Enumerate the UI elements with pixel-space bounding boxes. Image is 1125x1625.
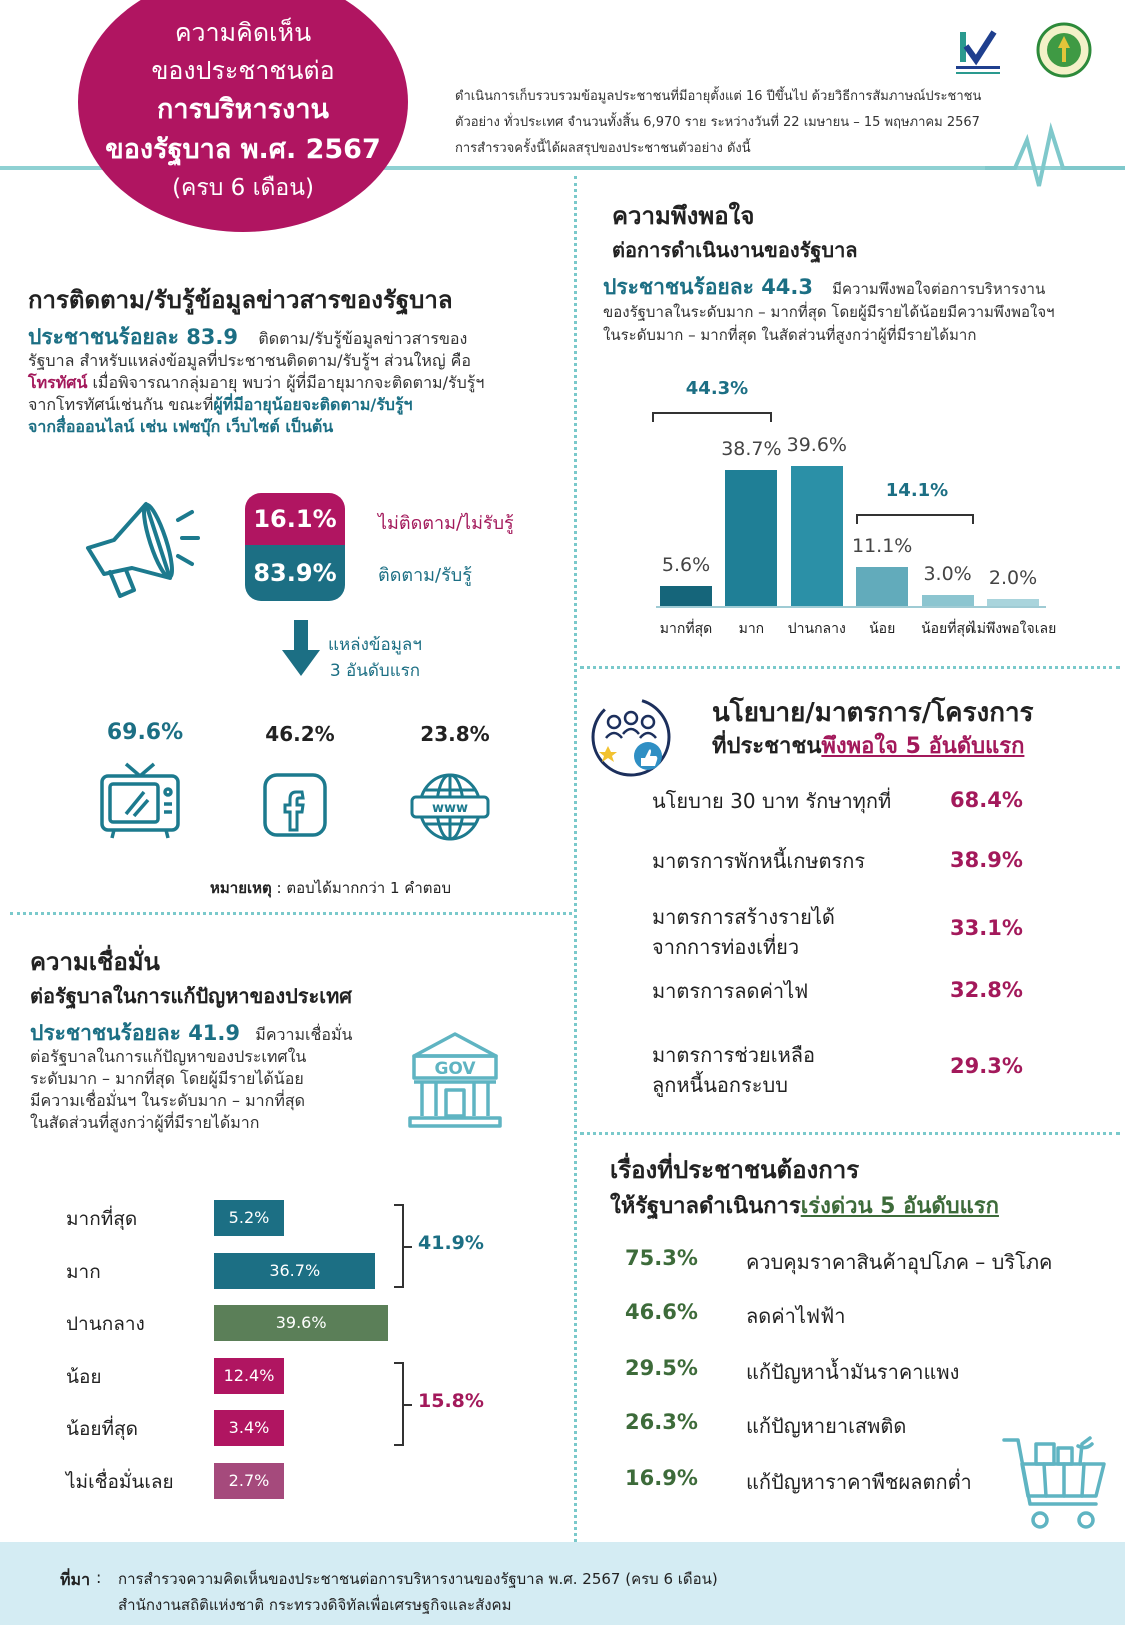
demand-item-label: ลดค่าไฟฟ้า bbox=[746, 1304, 846, 1328]
sat-baseline bbox=[656, 606, 1046, 608]
awareness-title: การติดตาม/รับรู้ข้อมูลข่าวสารของรัฐบาล bbox=[28, 286, 453, 314]
confidence-p1: มีความเชื่อมั่น bbox=[255, 1025, 353, 1044]
sat-category-label: น้อยที่สุด bbox=[921, 621, 975, 637]
conf-category-label: ปานกลาง bbox=[66, 1313, 145, 1336]
sat-category-label: น้อย bbox=[869, 621, 896, 637]
policy-item-label bbox=[652, 976, 808, 1006]
conf-bar: 5.2% bbox=[214, 1200, 284, 1236]
demand-item-pct: 29.5% bbox=[625, 1356, 698, 1380]
sources-label-line1: แหล่งข้อมูลฯ bbox=[328, 635, 422, 655]
footer bbox=[0, 1542, 1125, 1625]
awareness-p1: ติดตาม/รับรู้ข้อมูลข่าวสารของ bbox=[258, 329, 468, 348]
sat-bar-value: 3.0% bbox=[923, 563, 972, 586]
satisfied-people-icon bbox=[588, 694, 674, 780]
svg-text:www: www bbox=[431, 801, 469, 816]
sat-group-high: 44.3% bbox=[685, 378, 749, 399]
satisfaction-chart bbox=[0, 0, 1125, 660]
satisfaction-highlight: ประชาชนร้อยละ 44.3 bbox=[603, 275, 814, 299]
sat-bar-value: 2.0% bbox=[988, 566, 1038, 589]
conf-bar: 2.7% bbox=[214, 1463, 284, 1499]
awareness-p4b: ผู้ที่มีอายุน้อยจะติดตาม/รับรู้ฯ bbox=[213, 395, 413, 414]
source-facebook-pct: 46.2% bbox=[265, 722, 335, 746]
right-section-divider-2 bbox=[580, 1132, 1120, 1135]
conf-group-high: 41.9% bbox=[418, 1232, 484, 1254]
policy-item-line1: มาตรการช่วยเหลือ bbox=[652, 1043, 816, 1067]
conf-category-label: น้อยที่สุด bbox=[66, 1418, 138, 1441]
awareness-p4a: จากโทรทัศน์เช่นกัน ขณะที่ bbox=[28, 395, 214, 414]
satisfaction-title: ความพึงพอใจ bbox=[612, 202, 755, 230]
confidence-highlight: ประชาชนร้อยละ 41.9 bbox=[30, 1021, 241, 1045]
sat-category-label: ไม่พึงพอใจเลย bbox=[969, 621, 1057, 637]
title-line4: ของรัฐบาล พ.ศ. 2567 bbox=[105, 134, 381, 165]
policy-item-line1: มาตรการสร้างรายได้ bbox=[652, 905, 835, 929]
sat-bracket-high bbox=[652, 412, 772, 422]
policy-item-line1: มาตรการพักหนี้เกษตรกร bbox=[652, 849, 866, 873]
policy-item-pct: 33.1% bbox=[950, 916, 1023, 940]
awareness-p5: จากสื่อออนไลน์ เช่น เฟซบุ๊ก เว็บไซต์ เป็นต้น bbox=[28, 417, 334, 436]
awareness-p3b: เมื่อพิจารณากลุ่มอายุ พบว่า ผู้ที่มีอายุมากจะติดตาม/รับรู้ฯ bbox=[87, 373, 485, 392]
awareness-highlight: ประชาชนร้อยละ 83.9 bbox=[28, 325, 239, 349]
follow-label: ติดตาม/รับรู้ bbox=[378, 565, 472, 586]
policies-subtitle bbox=[712, 728, 1024, 763]
demands-subtitle-b: เร่งด่วน 5 อันดับแรก bbox=[800, 1194, 999, 1219]
awareness-p2: รัฐบาล สำหรับแหล่งข้อมูลที่ประชาชนติดตาม/รับรู้ฯ ส่วนใหญ่ คือ bbox=[28, 351, 471, 370]
demand-item-label: แก้ปัญหาราคาพืชผลตกต่ำ bbox=[746, 1470, 972, 1494]
conf-bar: 39.6% bbox=[214, 1305, 388, 1341]
policy-item-pct: 38.9% bbox=[950, 848, 1023, 872]
satisfaction-subtitle: ต่อการดำเนินงานของรัฐบาล bbox=[612, 238, 858, 262]
confidence-subtitle: ต่อรัฐบาลในการแก้ปัญหาของประเทศ bbox=[30, 984, 352, 1008]
demand-item-pct: 46.6% bbox=[625, 1300, 698, 1324]
demand-item-pct: 16.9% bbox=[625, 1466, 698, 1490]
sat-bracket-low bbox=[856, 514, 974, 524]
satisfaction-p3: ในระดับมาก – มากที่สุด ในสัดส่วนที่สูงกว่าผู้ที่มีรายได้มาก bbox=[603, 326, 977, 344]
policy-item-line2: จากการท่องเที่ยว bbox=[652, 935, 800, 959]
desc-line2: ตัวอย่าง ทั่วประเทศ จำนวนทั้งสิ้น 6,970 ราย ระหว่างวันที่ 22 เมษายน – 15 พฤษภาคม 2567 bbox=[455, 115, 980, 130]
conf-bar: 12.4% bbox=[214, 1358, 284, 1394]
desc-line1: ดำเนินการเก็บรวบรวมข้อมูลประชาชนที่มีอายุตั้งแต่ 16 ปีขึ้นไป ด้วยวิธีการสัมภาษณ์ประชาชน bbox=[455, 89, 982, 104]
conf-bracket-high bbox=[394, 1204, 404, 1288]
demands-subtitle bbox=[610, 1188, 999, 1223]
conf-category-label: มากที่สุด bbox=[66, 1208, 138, 1230]
sat-bar-value: 39.6% bbox=[786, 434, 847, 457]
sat-bar-value: 5.6% bbox=[661, 554, 711, 577]
confidence-p4: มีความเชื่อมั่นฯ ในระดับมาก – มากที่สุด bbox=[30, 1091, 306, 1110]
sat-bar bbox=[660, 586, 712, 606]
footer-label: ที่มา bbox=[60, 1570, 91, 1589]
policy-item-label bbox=[652, 902, 835, 962]
conf-bar: 36.7% bbox=[214, 1253, 375, 1289]
policy-item-line1: นโยบาย 30 บาท รักษาทุกที่ bbox=[652, 789, 892, 813]
source-tv-pct: 69.6% bbox=[106, 720, 184, 745]
demand-item-label: แก้ปัญหาน้ำมันราคาแพง bbox=[746, 1360, 960, 1384]
not-follow-pct: 16.1% bbox=[245, 493, 345, 545]
confidence-p2: ต่อรัฐบาลในการแก้ปัญหาของประเทศใน bbox=[30, 1047, 307, 1066]
follow-pct: 83.9% bbox=[245, 545, 345, 601]
footer-line2: สำนักงานสถิติแห่งชาติ กระทรวงดิจิทัลเพื่อเศรษฐกิจและสังคม bbox=[118, 1596, 512, 1614]
conf-bar: 3.4% bbox=[214, 1410, 284, 1446]
confidence-p3: ระดับมาก – มากที่สุด โดยผู้มีรายได้น้อย bbox=[30, 1069, 304, 1088]
policy-item-pct: 29.3% bbox=[950, 1054, 1023, 1078]
demands-subtitle-a: ให้รัฐบาลดำเนินการ bbox=[610, 1194, 801, 1219]
footer-colon: : bbox=[96, 1568, 102, 1587]
demand-item-label: แก้ปัญหายาเสพติด bbox=[746, 1414, 907, 1438]
demand-item-pct: 75.3% bbox=[625, 1246, 698, 1270]
sat-bar bbox=[922, 595, 974, 606]
footer-text bbox=[118, 1566, 718, 1618]
sat-bar bbox=[791, 466, 843, 606]
sources-label-line2: 3 อันดับแรก bbox=[329, 661, 421, 681]
title-line2: ของประชาชนต่อ bbox=[151, 56, 335, 85]
policy-item-label bbox=[652, 846, 865, 876]
not-follow-label: ไม่ติดตาม/ไม่รับรู้ bbox=[378, 513, 514, 534]
source-web-pct: 23.8% bbox=[420, 722, 490, 746]
right-section-divider-1 bbox=[580, 666, 1120, 669]
policy-item-label bbox=[652, 1040, 815, 1100]
title-line3: การบริหารงาน bbox=[157, 94, 329, 125]
note-text: : ตอบได้มากกว่า 1 คำตอบ bbox=[271, 879, 452, 897]
policies-subtitle-a: ที่ประชาชน bbox=[712, 734, 822, 759]
demands-title: เรื่องที่ประชาชนต้องการ bbox=[610, 1156, 860, 1184]
demand-item-label: ควบคุมราคาสินค้าอุปโภค – บริโภค bbox=[746, 1250, 1053, 1274]
satisfaction-p2: ของรัฐบาลในระดับมาก – มากที่สุด โดยผู้มีรายได้น้อยมีความพึงพอใจฯ bbox=[603, 303, 1055, 321]
policy-item-label bbox=[652, 786, 891, 816]
policy-item-pct: 68.4% bbox=[950, 788, 1023, 812]
policies-title: นโยบาย/มาตรการ/โครงการ bbox=[712, 698, 1034, 728]
shopping-cart-icon bbox=[1000, 1434, 1110, 1534]
demand-item-pct: 26.3% bbox=[625, 1410, 698, 1434]
conf-group-low: 15.8% bbox=[418, 1390, 484, 1412]
sat-bar bbox=[856, 567, 908, 606]
title-line1: ความคิดเห็น bbox=[174, 18, 312, 47]
conf-bracket-low bbox=[394, 1362, 404, 1446]
satisfaction-p1: มีความพึงพอใจต่อการบริหารงาน bbox=[832, 280, 1046, 298]
sat-bar bbox=[725, 470, 777, 606]
sat-bar-value: 38.7% bbox=[721, 437, 782, 460]
confidence-title: ความเชื่อมั่น bbox=[30, 948, 160, 976]
note-bold: หมายเหตุ bbox=[210, 879, 272, 897]
policies-subtitle-b: พึงพอใจ 5 อันดับแรก bbox=[821, 734, 1025, 759]
gov-text: GOV bbox=[434, 1059, 476, 1079]
awareness-p3a: โทรทัศน์ bbox=[28, 373, 88, 392]
conf-bracket-high-tick bbox=[404, 1246, 412, 1248]
sat-group-low: 14.1% bbox=[885, 480, 949, 501]
footer-line1: การสำรวจความคิดเห็นของประชาชนต่อการบริหารงานของรัฐบาล พ.ศ. 2567 (ครบ 6 เดือน) bbox=[118, 1570, 718, 1588]
desc-line3: การสำรวจครั้งนี้ได้ผลสรุปของประชาชนตัวอย่าง ดังนี้ bbox=[455, 141, 751, 156]
sat-bar bbox=[987, 599, 1039, 606]
conf-category-label: ไม่เชื่อมั่นเลย bbox=[66, 1471, 174, 1493]
title-line5: (ครบ 6 เดือน) bbox=[172, 175, 314, 201]
policy-item-line2: ลูกหนี้นอกระบบ bbox=[652, 1073, 788, 1097]
sat-category-label: มาก bbox=[738, 621, 765, 637]
confidence-p5: ในสัดส่วนที่สูงกว่าผู้ที่มีรายได้มาก bbox=[30, 1113, 260, 1132]
sat-bar-value: 11.1% bbox=[852, 534, 913, 557]
conf-category-label: น้อย bbox=[66, 1365, 102, 1388]
conf-bracket-low-tick bbox=[404, 1404, 412, 1406]
sat-category-label: มากที่สุด bbox=[659, 621, 713, 637]
policy-item-pct: 32.8% bbox=[950, 978, 1023, 1002]
policy-item-line1: มาตรการลดค่าไฟ bbox=[652, 979, 809, 1003]
conf-category-label: มาก bbox=[66, 1260, 101, 1283]
sat-category-label: ปานกลาง bbox=[787, 621, 846, 637]
